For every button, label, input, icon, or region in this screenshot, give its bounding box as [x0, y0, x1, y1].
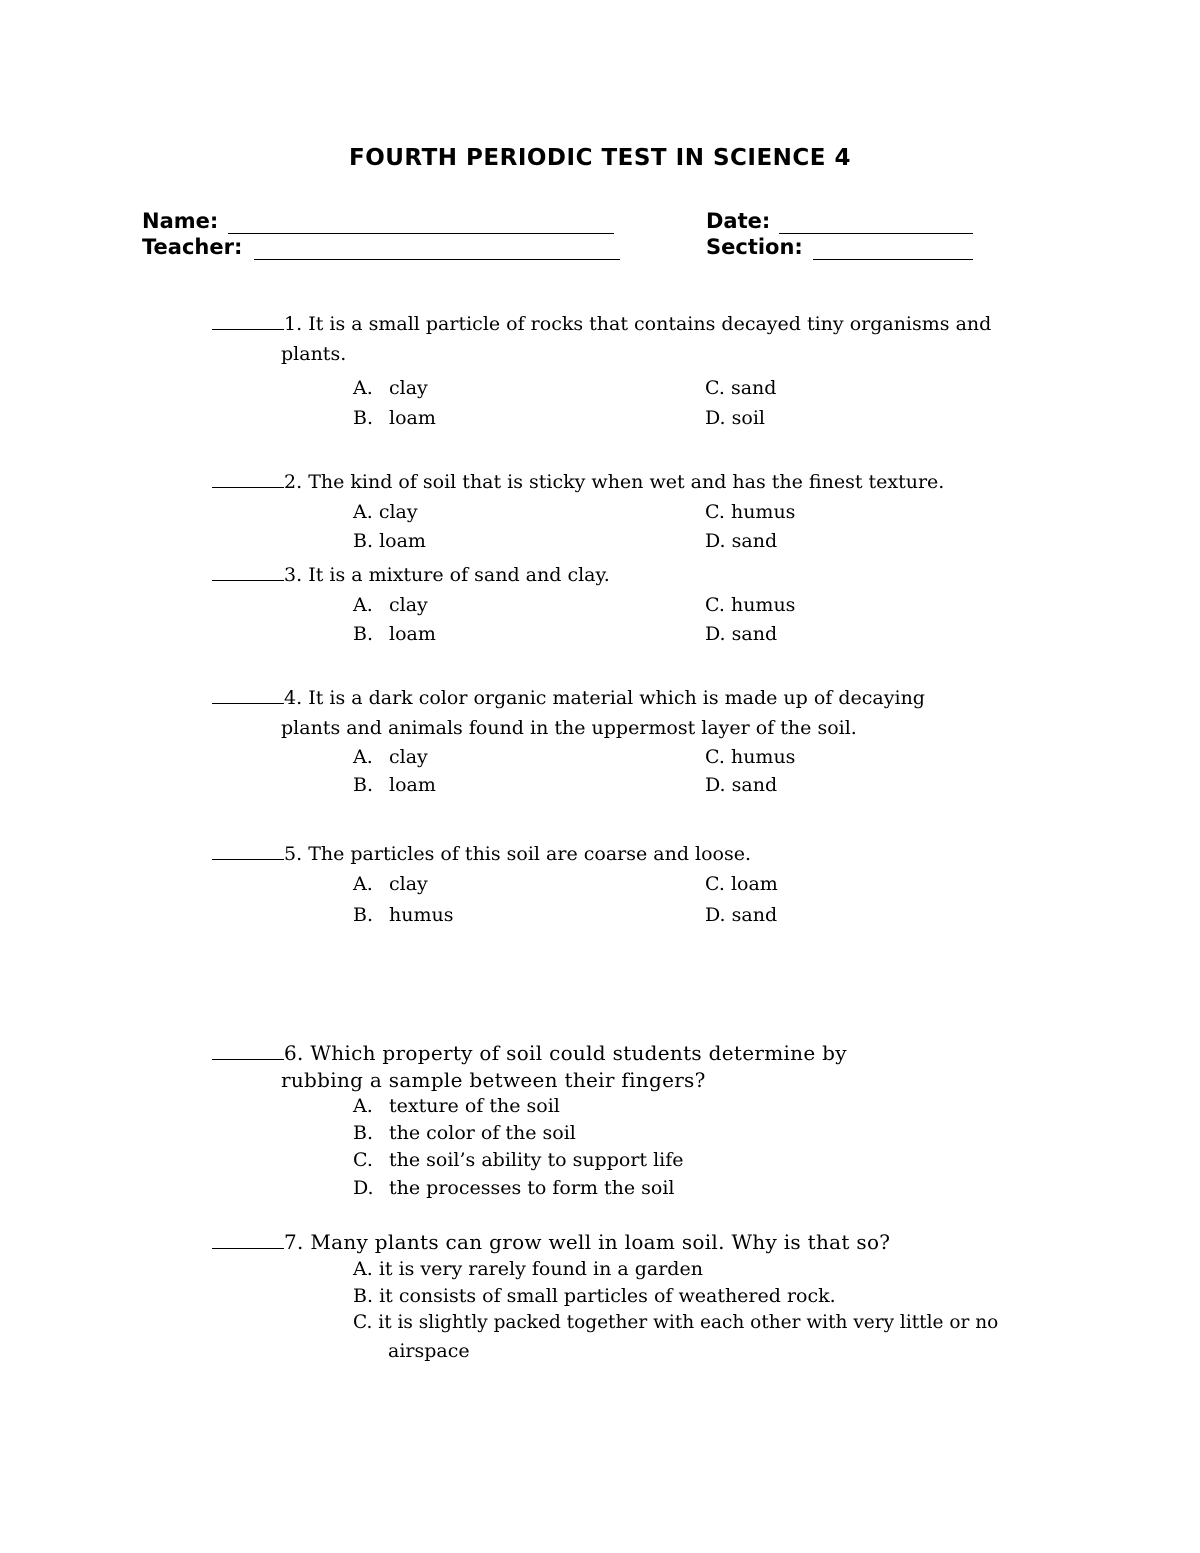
date-line[interactable]: [779, 213, 973, 234]
option-4c[interactable]: C. humus: [705, 746, 796, 768]
name-line[interactable]: [228, 213, 614, 234]
question-7: 7. Many plants can grow well in loam soil. Why is that so?: [212, 1227, 890, 1257]
option-6a[interactable]: A. texture of the soil: [353, 1095, 560, 1117]
teacher-field[interactable]: [142, 235, 242, 261]
option-6b[interactable]: B. the color of the soil: [353, 1122, 576, 1144]
answer-blank-3[interactable]: [212, 560, 284, 581]
option-1a[interactable]: A. clay: [353, 377, 428, 399]
option-3d[interactable]: D. sand: [705, 623, 778, 645]
answer-blank-5[interactable]: [212, 839, 284, 860]
option-4b[interactable]: B. loam: [353, 774, 436, 796]
option-7c-continuation: airspace: [388, 1340, 470, 1362]
teacher-label: Teacher:: [142, 235, 243, 259]
option-3c[interactable]: C. humus: [705, 594, 796, 616]
option-1d[interactable]: D. soil: [705, 407, 765, 429]
question-4: 4. It is a dark color organic material which is made up of decaying: [212, 683, 925, 713]
option-1c[interactable]: C. sand: [705, 377, 777, 399]
section-line[interactable]: [813, 239, 973, 260]
answer-blank-4[interactable]: [212, 683, 284, 704]
option-7b[interactable]: B. it consists of small particles of weathered rock.: [353, 1285, 836, 1307]
question-4-line2: plants and animals found in the uppermost layer of the soil.: [281, 717, 857, 739]
option-5b[interactable]: B. humus: [353, 904, 454, 926]
question-6: 6. Which property of soil could students determine by: [212, 1038, 847, 1068]
section-field[interactable]: [706, 235, 803, 261]
answer-blank-7[interactable]: [212, 1228, 284, 1249]
question-1: 1. It is a small particle of rocks that contains decayed tiny organisms and: [212, 309, 991, 339]
question-1-line2: plants.: [281, 343, 347, 365]
option-7c[interactable]: C. it is slightly packed together with each other with very little or no: [353, 1312, 999, 1333]
option-5a[interactable]: A. clay: [353, 873, 428, 895]
question-5: 5. The particles of this soil are coarse and loose.: [212, 839, 751, 869]
name-label: Name:: [142, 209, 219, 233]
option-4d[interactable]: D. sand: [705, 774, 778, 796]
date-field[interactable]: [706, 209, 770, 235]
answer-blank-2[interactable]: [212, 467, 284, 488]
option-2b[interactable]: B. loam: [353, 530, 426, 552]
answer-blank-1[interactable]: [212, 309, 284, 330]
option-4a[interactable]: A. clay: [353, 746, 428, 768]
option-2a[interactable]: A. clay: [353, 501, 418, 523]
name-field[interactable]: [142, 209, 218, 235]
date-label: Date:: [706, 209, 771, 233]
question-3: 3. It is a mixture of sand and clay.: [212, 560, 610, 590]
option-6d[interactable]: D. the processes to form the soil: [353, 1177, 675, 1199]
option-3a[interactable]: A. clay: [353, 594, 428, 616]
option-1b[interactable]: B. loam: [353, 407, 436, 429]
section-label: Section:: [706, 235, 803, 259]
option-2c[interactable]: C. humus: [705, 501, 796, 523]
option-5d[interactable]: D. sand: [705, 904, 778, 926]
option-7a[interactable]: A. it is very rarely found in a garden: [353, 1258, 703, 1280]
question-6-line2: rubbing a sample between their fingers?: [281, 1068, 706, 1092]
answer-blank-6[interactable]: [212, 1039, 284, 1060]
question-2: 2. The kind of soil that is sticky when wet and has the finest texture.: [212, 467, 944, 497]
option-5c[interactable]: C. loam: [705, 873, 778, 895]
option-6c[interactable]: C. the soil’s ability to support life: [353, 1149, 684, 1171]
teacher-line[interactable]: [254, 239, 620, 260]
option-3b[interactable]: B. loam: [353, 623, 436, 645]
page-title: FOURTH PERIODIC TEST IN SCIENCE 4: [348, 145, 852, 171]
option-2d[interactable]: D. sand: [705, 530, 778, 552]
